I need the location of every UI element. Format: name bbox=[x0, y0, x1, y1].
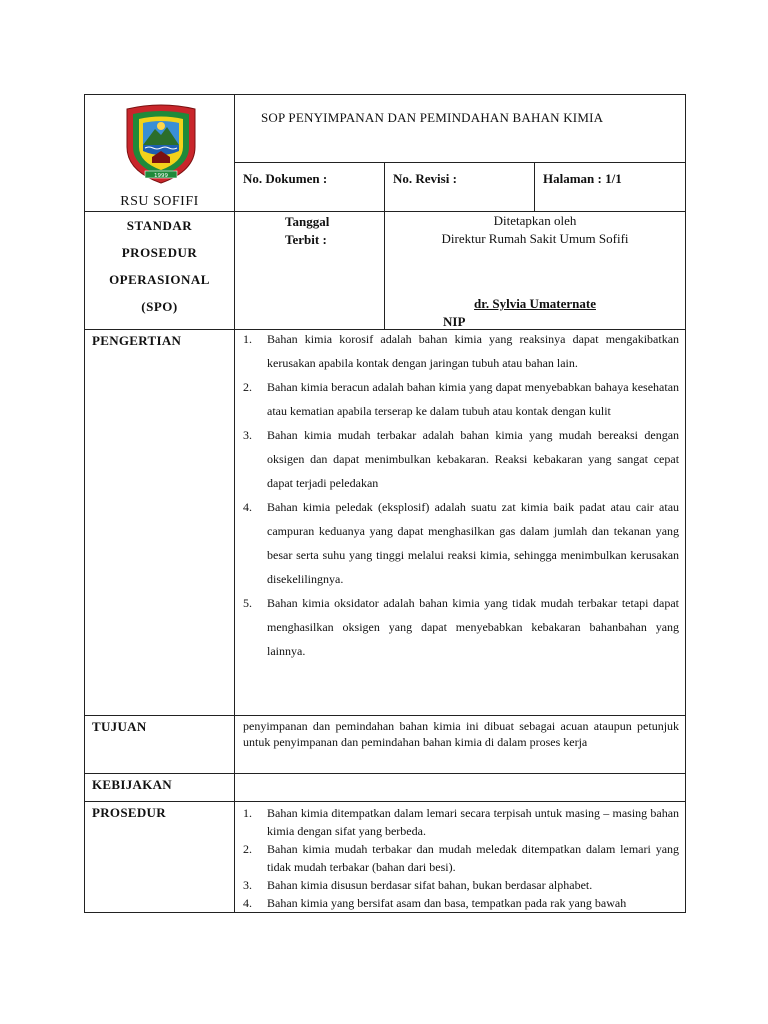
kebijakan-body bbox=[235, 774, 686, 802]
list-item: 4. Bahan kimia yang bersifat asam dan basa, tempatkan pada rak yang bawah bbox=[243, 896, 627, 910]
hospital-logo bbox=[121, 101, 201, 185]
tujuan-body: penyimpanan dan pemindahan bahan kimia ini dibuat sebagai acuan ataupun petunjuk untuk penyimpanan dan pemindahan bahan kimia di dalam proses kerja bbox=[235, 716, 686, 774]
kebijakan-label: KEBIJAKAN bbox=[85, 774, 235, 802]
signer-name: dr. Sylvia Umaternate bbox=[474, 296, 596, 311]
halaman-cell bbox=[535, 163, 686, 212]
approval-cell bbox=[385, 212, 686, 330]
tanggal-terbit-cell bbox=[235, 212, 385, 330]
list-item: 2. Bahan kimia beracun adalah bahan kimia yang dapat menyebabkan bahaya kesehatan atau kematian apabila terserap ke dalam tubuh atau kontak dengan kulit bbox=[243, 380, 680, 418]
pengertian-label: PENGERTIAN bbox=[85, 330, 235, 716]
spo-line-standar: STANDAR bbox=[126, 218, 193, 233]
no-revisi-label: No. Revisi : bbox=[393, 171, 457, 186]
list-item: 1. Bahan kimia korosif adalah bahan kimia yang reaksinya dapat mengakibatkan kerusakan apabila kontak dengan jaringan tubuh atau bahan lain. bbox=[243, 332, 680, 370]
list-item: 3. Bahan kimia disusun berdasar sifat bahan, bukan berdasar alphabet. bbox=[243, 878, 593, 892]
spo-heading-cell bbox=[85, 212, 235, 330]
no-dokumen-cell bbox=[235, 163, 385, 212]
prosedur-body bbox=[235, 802, 686, 913]
list-item: 4. Bahan kimia peledak (eksplosif) adalah suatu zat kimia baik padat atau cair atau campuran keduanya yang dapat menghasilkan gas dalam jumlah dan tekanan yang besar serta suhu yang tinggi melalui reaksi kimia, sehingga menimbulkan kerusakan disekelilingnya. bbox=[243, 500, 680, 586]
terbit-label: Terbit : bbox=[285, 232, 327, 247]
list-item: 2. Bahan kimia mudah terbakar dan mudah meledak ditempatkan dalam lemari yang tidak mudah terbakar (bahan dari besi). bbox=[243, 842, 680, 874]
direktur-label: Direktur Rumah Sakit Umum Sofifi bbox=[441, 231, 629, 246]
spo-line-spo: (SPO) bbox=[141, 299, 178, 314]
halaman-label: Halaman : 1/1 bbox=[543, 171, 622, 186]
spo-line-operasional: OPERASIONAL bbox=[109, 272, 210, 287]
tujuan-label: TUJUAN bbox=[85, 716, 235, 774]
list-item: 1. Bahan kimia ditempatkan dalam lemari secara terpisah untuk masing – masing bahan kimia dengan sifat yang berbeda. bbox=[243, 806, 680, 838]
ditetapkan-oleh: Ditetapkan oleh bbox=[493, 213, 577, 228]
sop-table bbox=[84, 94, 686, 913]
no-revisi-cell bbox=[385, 163, 535, 212]
title-cell bbox=[235, 95, 686, 163]
logo-year: 1999 bbox=[154, 173, 168, 179]
logo-cell bbox=[85, 95, 235, 212]
list-item: 5. Bahan kimia oksidator adalah bahan kimia yang tidak mudah terbakar tetapi dapat menghasilkan oksigen yang dapat menyebabkan kebakaran bahanbahan yang lainnya. bbox=[243, 596, 680, 658]
document-title: SOP PENYIMPANAN DAN PEMINDAHAN BAHAN KIMIA bbox=[261, 110, 604, 125]
hospital-name: RSU SOFIFI bbox=[120, 194, 199, 209]
spo-line-prosedur: PROSEDUR bbox=[121, 245, 198, 260]
no-dokumen-label: No. Dokumen : bbox=[243, 171, 328, 186]
nip-label: NIP bbox=[443, 314, 466, 329]
prosedur-label: PROSEDUR bbox=[85, 802, 235, 913]
list-item: 3. Bahan kimia mudah terbakar adalah bahan kimia yang mudah bereaksi dengan oksigen dan dapat menimbulkan kebakaran. Reaksi kebakaran yang sangat cepat dapat terjadi peledakan bbox=[243, 428, 680, 490]
pengertian-body bbox=[235, 330, 686, 716]
tanggal-label: Tanggal bbox=[285, 214, 330, 229]
